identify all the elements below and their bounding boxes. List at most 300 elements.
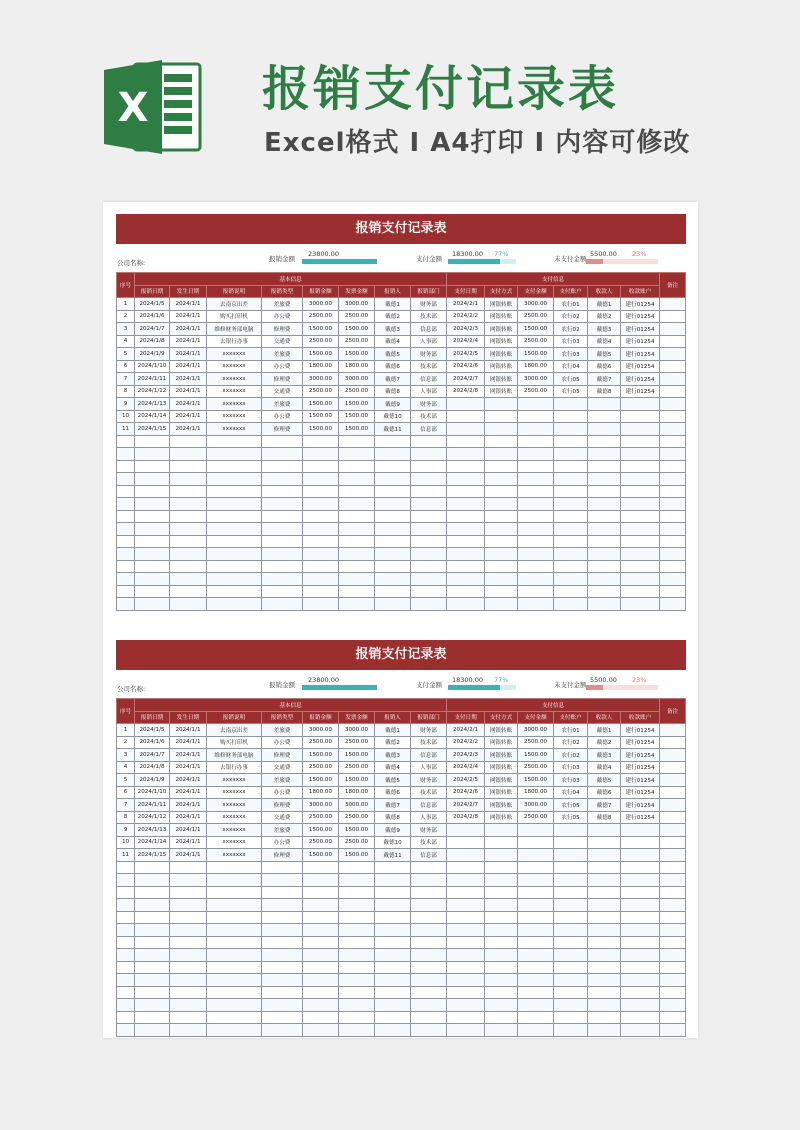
empty-cell[interactable] <box>485 874 518 887</box>
empty-cell[interactable] <box>660 924 686 937</box>
table-cell[interactable]: 2024/1/1 <box>170 811 207 824</box>
table-cell[interactable]: 2500.00 <box>518 385 554 398</box>
empty-cell[interactable] <box>518 573 554 586</box>
empty-cell[interactable] <box>303 986 339 999</box>
table-cell[interactable]: 2500.00 <box>518 335 554 348</box>
empty-cell[interactable] <box>207 1024 262 1037</box>
table-cell[interactable]: 技术部 <box>411 310 447 323</box>
table-cell[interactable]: 修理费 <box>262 749 303 762</box>
table-cell[interactable]: 9 <box>117 824 135 837</box>
table-cell[interactable]: 6 <box>117 786 135 799</box>
empty-cell[interactable] <box>375 460 411 473</box>
table-cell[interactable]: 3 <box>117 323 135 336</box>
empty-cell[interactable] <box>339 585 375 598</box>
empty-cell[interactable] <box>135 936 170 949</box>
empty-cell[interactable] <box>170 1011 207 1024</box>
table-cell[interactable]: 2024/1/11 <box>135 373 170 386</box>
table-cell[interactable] <box>554 849 588 862</box>
table-cell[interactable] <box>554 824 588 837</box>
table-cell[interactable]: 2024/2/1 <box>447 724 485 737</box>
empty-cell[interactable] <box>207 598 262 611</box>
table-cell[interactable]: 1500.00 <box>339 824 375 837</box>
table-cell[interactable]: 办公费 <box>262 360 303 373</box>
table-cell[interactable]: 2500.00 <box>339 310 375 323</box>
table-cell[interactable]: 3000.00 <box>303 799 339 812</box>
table-cell[interactable]: 戴德6 <box>588 786 621 799</box>
table-cell[interactable]: 2500.00 <box>303 310 339 323</box>
empty-cell[interactable] <box>135 598 170 611</box>
table-cell[interactable]: 网银转账 <box>485 761 518 774</box>
table-cell[interactable]: 2024/1/1 <box>170 849 207 862</box>
table-cell[interactable]: 2500.00 <box>339 736 375 749</box>
empty-cell[interactable] <box>170 560 207 573</box>
empty-cell[interactable] <box>262 510 303 523</box>
table-cell[interactable]: 11 <box>117 849 135 862</box>
empty-cell[interactable] <box>554 974 588 987</box>
empty-cell[interactable] <box>262 560 303 573</box>
table-cell[interactable]: 戴德5 <box>588 774 621 787</box>
empty-cell[interactable] <box>339 899 375 912</box>
table-cell[interactable]: 3000.00 <box>339 373 375 386</box>
table-cell[interactable]: 2024/2/4 <box>447 335 485 348</box>
table-cell[interactable] <box>660 786 686 799</box>
table-cell[interactable]: 1500.00 <box>339 774 375 787</box>
empty-cell[interactable] <box>262 1024 303 1037</box>
table-cell[interactable]: 2024/2/7 <box>447 799 485 812</box>
empty-cell[interactable] <box>117 974 135 987</box>
table-cell[interactable]: xxxxxxx <box>207 373 262 386</box>
table-cell[interactable]: 2500.00 <box>303 811 339 824</box>
table-cell[interactable]: xxxxxxx <box>207 410 262 423</box>
empty-cell[interactable] <box>518 999 554 1012</box>
empty-cell[interactable] <box>375 510 411 523</box>
empty-cell[interactable] <box>117 899 135 912</box>
table-cell[interactable] <box>660 410 686 423</box>
table-cell[interactable]: 差旅费 <box>262 298 303 311</box>
empty-cell[interactable] <box>621 949 660 962</box>
table-cell[interactable]: 1500.00 <box>303 749 339 762</box>
table-cell[interactable]: 戴德8 <box>588 811 621 824</box>
empty-cell[interactable] <box>588 861 621 874</box>
table-cell[interactable]: 2024/1/7 <box>135 323 170 336</box>
table-cell[interactable]: 9 <box>117 398 135 411</box>
empty-cell[interactable] <box>485 1024 518 1037</box>
empty-cell[interactable] <box>447 986 485 999</box>
table-cell[interactable]: 6 <box>117 360 135 373</box>
table-cell[interactable]: 网银转账 <box>485 373 518 386</box>
empty-cell[interactable] <box>303 886 339 899</box>
empty-cell[interactable] <box>518 974 554 987</box>
table-cell[interactable]: 财务部 <box>411 724 447 737</box>
table-cell[interactable]: 购买打印机 <box>207 736 262 749</box>
empty-cell[interactable] <box>447 485 485 498</box>
table-cell[interactable] <box>485 824 518 837</box>
empty-cell[interactable] <box>621 874 660 887</box>
table-cell[interactable]: 修理费 <box>262 323 303 336</box>
empty-cell[interactable] <box>588 560 621 573</box>
empty-cell[interactable] <box>588 1011 621 1024</box>
empty-cell[interactable] <box>518 598 554 611</box>
table-cell[interactable]: 3000.00 <box>303 724 339 737</box>
empty-cell[interactable] <box>339 1011 375 1024</box>
table-cell[interactable] <box>621 410 660 423</box>
empty-cell[interactable] <box>621 961 660 974</box>
empty-cell[interactable] <box>660 585 686 598</box>
empty-cell[interactable] <box>485 498 518 511</box>
empty-cell[interactable] <box>485 911 518 924</box>
table-cell[interactable] <box>621 849 660 862</box>
table-cell[interactable]: 办公费 <box>262 836 303 849</box>
empty-cell[interactable] <box>411 560 447 573</box>
table-cell[interactable]: 戴德9 <box>375 398 411 411</box>
table-cell[interactable]: 3000.00 <box>339 799 375 812</box>
empty-cell[interactable] <box>375 1011 411 1024</box>
table-cell[interactable]: 2 <box>117 310 135 323</box>
empty-cell[interactable] <box>518 435 554 448</box>
table-cell[interactable]: 戴德6 <box>375 786 411 799</box>
empty-cell[interactable] <box>135 899 170 912</box>
empty-cell[interactable] <box>135 573 170 586</box>
empty-cell[interactable] <box>588 936 621 949</box>
table-cell[interactable] <box>588 836 621 849</box>
table-cell[interactable]: 财务部 <box>411 348 447 361</box>
empty-cell[interactable] <box>207 548 262 561</box>
empty-cell[interactable] <box>170 924 207 937</box>
empty-cell[interactable] <box>262 573 303 586</box>
table-cell[interactable]: 2024/2/2 <box>447 736 485 749</box>
table-cell[interactable] <box>447 836 485 849</box>
empty-cell[interactable] <box>375 1024 411 1037</box>
empty-cell[interactable] <box>518 949 554 962</box>
table-cell[interactable]: 7 <box>117 373 135 386</box>
empty-cell[interactable] <box>207 535 262 548</box>
table-cell[interactable]: 建行01254 <box>621 373 660 386</box>
empty-cell[interactable] <box>262 986 303 999</box>
table-cell[interactable]: 8 <box>117 811 135 824</box>
table-cell[interactable]: 2 <box>117 736 135 749</box>
empty-cell[interactable] <box>554 899 588 912</box>
empty-cell[interactable] <box>621 523 660 536</box>
empty-cell[interactable] <box>447 961 485 974</box>
empty-cell[interactable] <box>207 861 262 874</box>
empty-cell[interactable] <box>375 949 411 962</box>
table-cell[interactable]: 2500.00 <box>303 836 339 849</box>
empty-cell[interactable] <box>447 999 485 1012</box>
table-cell[interactable]: 2024/1/1 <box>170 410 207 423</box>
empty-cell[interactable] <box>485 961 518 974</box>
empty-cell[interactable] <box>411 936 447 949</box>
empty-cell[interactable] <box>135 523 170 536</box>
table-cell[interactable]: 1500.00 <box>339 849 375 862</box>
table-cell[interactable]: 信息部 <box>411 849 447 862</box>
empty-cell[interactable] <box>518 1011 554 1024</box>
table-cell[interactable]: 戴德8 <box>375 811 411 824</box>
table-cell[interactable] <box>660 836 686 849</box>
table-cell[interactable]: xxxxxxx <box>207 836 262 849</box>
empty-cell[interactable] <box>303 874 339 887</box>
empty-cell[interactable] <box>339 435 375 448</box>
empty-cell[interactable] <box>375 573 411 586</box>
empty-cell[interactable] <box>518 548 554 561</box>
empty-cell[interactable] <box>660 535 686 548</box>
empty-cell[interactable] <box>518 874 554 887</box>
empty-cell[interactable] <box>135 585 170 598</box>
empty-cell[interactable] <box>339 911 375 924</box>
table-cell[interactable] <box>485 849 518 862</box>
table-cell[interactable]: 信息部 <box>411 749 447 762</box>
empty-cell[interactable] <box>485 435 518 448</box>
empty-cell[interactable] <box>518 861 554 874</box>
table-cell[interactable]: xxxxxxx <box>207 811 262 824</box>
table-cell[interactable]: 4 <box>117 761 135 774</box>
table-cell[interactable]: 1 <box>117 298 135 311</box>
empty-cell[interactable] <box>207 961 262 974</box>
empty-cell[interactable] <box>621 986 660 999</box>
table-cell[interactable] <box>554 410 588 423</box>
table-cell[interactable] <box>660 360 686 373</box>
empty-cell[interactable] <box>339 886 375 899</box>
table-cell[interactable]: 建行01254 <box>621 799 660 812</box>
table-cell[interactable]: 财务部 <box>411 824 447 837</box>
table-cell[interactable]: 2024/1/1 <box>170 360 207 373</box>
table-cell[interactable]: 办公费 <box>262 410 303 423</box>
empty-cell[interactable] <box>170 435 207 448</box>
table-cell[interactable] <box>447 410 485 423</box>
empty-cell[interactable] <box>207 485 262 498</box>
table-cell[interactable]: 技术部 <box>411 836 447 849</box>
empty-cell[interactable] <box>447 874 485 887</box>
table-cell[interactable]: xxxxxxx <box>207 423 262 436</box>
empty-cell[interactable] <box>485 598 518 611</box>
empty-cell[interactable] <box>660 961 686 974</box>
table-cell[interactable]: 农行05 <box>554 811 588 824</box>
table-cell[interactable]: 戴德2 <box>588 736 621 749</box>
table-cell[interactable]: 网银转账 <box>485 385 518 398</box>
empty-cell[interactable] <box>447 899 485 912</box>
empty-cell[interactable] <box>170 460 207 473</box>
empty-cell[interactable] <box>303 924 339 937</box>
empty-cell[interactable] <box>135 460 170 473</box>
table-cell[interactable] <box>660 849 686 862</box>
empty-cell[interactable] <box>621 911 660 924</box>
table-cell[interactable]: 3000.00 <box>303 298 339 311</box>
table-cell[interactable]: 农行05 <box>554 799 588 812</box>
empty-cell[interactable] <box>170 986 207 999</box>
table-cell[interactable]: 戴德7 <box>375 799 411 812</box>
table-cell[interactable]: 2024/2/5 <box>447 774 485 787</box>
table-cell[interactable]: 交通费 <box>262 811 303 824</box>
empty-cell[interactable] <box>303 535 339 548</box>
empty-cell[interactable] <box>411 961 447 974</box>
table-cell[interactable] <box>660 811 686 824</box>
table-cell[interactable]: 人事部 <box>411 761 447 774</box>
table-cell[interactable]: 技术部 <box>411 410 447 423</box>
empty-cell[interactable] <box>660 460 686 473</box>
empty-cell[interactable] <box>262 861 303 874</box>
empty-cell[interactable] <box>621 886 660 899</box>
empty-cell[interactable] <box>117 585 135 598</box>
table-cell[interactable]: 建行01254 <box>621 323 660 336</box>
empty-cell[interactable] <box>207 999 262 1012</box>
table-cell[interactable] <box>660 423 686 436</box>
empty-cell[interactable] <box>339 460 375 473</box>
empty-cell[interactable] <box>588 535 621 548</box>
empty-cell[interactable] <box>207 585 262 598</box>
empty-cell[interactable] <box>170 485 207 498</box>
empty-cell[interactable] <box>518 1024 554 1037</box>
empty-cell[interactable] <box>207 473 262 486</box>
table-cell[interactable]: 去南京出差 <box>207 298 262 311</box>
empty-cell[interactable] <box>411 886 447 899</box>
empty-cell[interactable] <box>339 548 375 561</box>
empty-cell[interactable] <box>518 510 554 523</box>
empty-cell[interactable] <box>207 911 262 924</box>
empty-cell[interactable] <box>262 485 303 498</box>
table-cell[interactable] <box>660 298 686 311</box>
table-cell[interactable]: 网银转账 <box>485 811 518 824</box>
empty-cell[interactable] <box>447 1024 485 1037</box>
empty-cell[interactable] <box>303 961 339 974</box>
empty-cell[interactable] <box>411 585 447 598</box>
empty-cell[interactable] <box>135 949 170 962</box>
table-cell[interactable]: 建行01254 <box>621 385 660 398</box>
empty-cell[interactable] <box>554 585 588 598</box>
empty-cell[interactable] <box>303 473 339 486</box>
empty-cell[interactable] <box>117 473 135 486</box>
table-cell[interactable] <box>588 824 621 837</box>
empty-cell[interactable] <box>117 961 135 974</box>
table-cell[interactable]: 2500.00 <box>518 310 554 323</box>
table-cell[interactable]: 2500.00 <box>339 335 375 348</box>
table-cell[interactable]: 戴德10 <box>375 836 411 849</box>
table-cell[interactable]: 去南京出差 <box>207 724 262 737</box>
empty-cell[interactable] <box>117 573 135 586</box>
empty-cell[interactable] <box>588 585 621 598</box>
empty-cell[interactable] <box>303 974 339 987</box>
table-cell[interactable] <box>621 824 660 837</box>
empty-cell[interactable] <box>411 598 447 611</box>
table-cell[interactable]: 1500.00 <box>303 849 339 862</box>
empty-cell[interactable] <box>135 548 170 561</box>
empty-cell[interactable] <box>621 924 660 937</box>
table-cell[interactable]: 农行02 <box>554 749 588 762</box>
empty-cell[interactable] <box>554 861 588 874</box>
table-cell[interactable]: 2500.00 <box>339 385 375 398</box>
table-cell[interactable]: 网银转账 <box>485 774 518 787</box>
empty-cell[interactable] <box>135 535 170 548</box>
empty-cell[interactable] <box>262 911 303 924</box>
empty-cell[interactable] <box>135 435 170 448</box>
empty-cell[interactable] <box>621 485 660 498</box>
empty-cell[interactable] <box>588 886 621 899</box>
table-cell[interactable]: 戴德1 <box>375 724 411 737</box>
empty-cell[interactable] <box>117 999 135 1012</box>
empty-cell[interactable] <box>447 886 485 899</box>
empty-cell[interactable] <box>447 1011 485 1024</box>
table-cell[interactable]: 1 <box>117 724 135 737</box>
empty-cell[interactable] <box>621 435 660 448</box>
table-cell[interactable]: 2024/1/14 <box>135 836 170 849</box>
table-cell[interactable]: 农行04 <box>554 360 588 373</box>
empty-cell[interactable] <box>262 523 303 536</box>
table-cell[interactable]: 2500.00 <box>518 736 554 749</box>
empty-cell[interactable] <box>554 1024 588 1037</box>
empty-cell[interactable] <box>621 498 660 511</box>
empty-cell[interactable] <box>170 999 207 1012</box>
empty-cell[interactable] <box>485 460 518 473</box>
empty-cell[interactable] <box>207 573 262 586</box>
empty-cell[interactable] <box>447 498 485 511</box>
table-cell[interactable]: 差旅费 <box>262 398 303 411</box>
empty-cell[interactable] <box>660 560 686 573</box>
table-cell[interactable]: 1800.00 <box>339 360 375 373</box>
empty-cell[interactable] <box>303 585 339 598</box>
empty-cell[interactable] <box>518 899 554 912</box>
empty-cell[interactable] <box>485 999 518 1012</box>
table-cell[interactable]: 戴德2 <box>588 310 621 323</box>
table-cell[interactable]: 差旅费 <box>262 774 303 787</box>
table-cell[interactable]: 1800.00 <box>518 786 554 799</box>
table-cell[interactable]: 戴德7 <box>588 799 621 812</box>
empty-cell[interactable] <box>447 448 485 461</box>
empty-cell[interactable] <box>170 961 207 974</box>
empty-cell[interactable] <box>375 861 411 874</box>
empty-cell[interactable] <box>588 510 621 523</box>
empty-cell[interactable] <box>170 598 207 611</box>
table-cell[interactable]: 技术部 <box>411 736 447 749</box>
table-cell[interactable]: 网银转账 <box>485 348 518 361</box>
empty-cell[interactable] <box>447 573 485 586</box>
table-cell[interactable]: 戴德4 <box>375 761 411 774</box>
table-cell[interactable]: 3000.00 <box>518 724 554 737</box>
table-cell[interactable]: 1500.00 <box>339 749 375 762</box>
empty-cell[interactable] <box>170 874 207 887</box>
empty-cell[interactable] <box>588 986 621 999</box>
empty-cell[interactable] <box>375 485 411 498</box>
empty-cell[interactable] <box>588 485 621 498</box>
table-cell[interactable] <box>554 398 588 411</box>
table-cell[interactable]: 1800.00 <box>303 786 339 799</box>
empty-cell[interactable] <box>588 899 621 912</box>
empty-cell[interactable] <box>485 949 518 962</box>
table-cell[interactable] <box>518 398 554 411</box>
empty-cell[interactable] <box>262 874 303 887</box>
empty-cell[interactable] <box>588 523 621 536</box>
empty-cell[interactable] <box>411 1024 447 1037</box>
table-cell[interactable]: 网银转账 <box>485 786 518 799</box>
empty-cell[interactable] <box>447 523 485 536</box>
empty-cell[interactable] <box>485 560 518 573</box>
empty-cell[interactable] <box>411 548 447 561</box>
table-cell[interactable]: 人事部 <box>411 335 447 348</box>
table-cell[interactable]: 3000.00 <box>518 298 554 311</box>
table-cell[interactable]: 2024/1/1 <box>170 398 207 411</box>
table-cell[interactable]: 人事部 <box>411 811 447 824</box>
table-cell[interactable]: 2024/1/6 <box>135 310 170 323</box>
empty-cell[interactable] <box>588 573 621 586</box>
table-cell[interactable]: 2500.00 <box>303 761 339 774</box>
table-cell[interactable]: 2024/1/1 <box>170 824 207 837</box>
table-cell[interactable]: 2024/2/6 <box>447 786 485 799</box>
empty-cell[interactable] <box>135 986 170 999</box>
empty-cell[interactable] <box>339 961 375 974</box>
empty-cell[interactable] <box>170 585 207 598</box>
table-cell[interactable]: 去银行办事 <box>207 761 262 774</box>
table-cell[interactable]: 2500.00 <box>303 736 339 749</box>
table-cell[interactable] <box>660 761 686 774</box>
table-cell[interactable]: 1500.00 <box>303 410 339 423</box>
table-cell[interactable]: 2024/2/5 <box>447 348 485 361</box>
